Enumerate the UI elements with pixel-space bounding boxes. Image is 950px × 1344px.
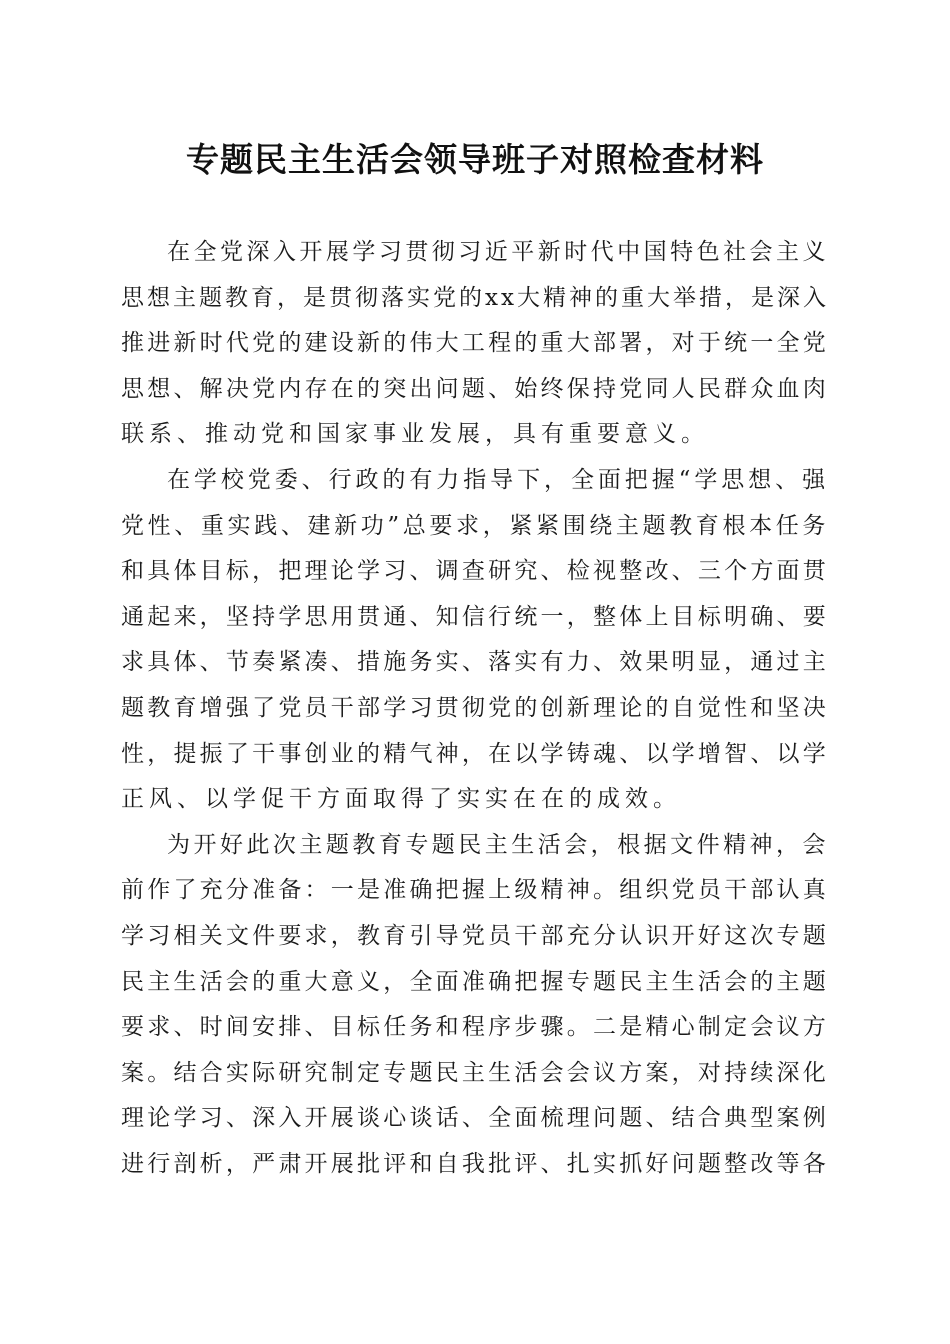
- text-line: 求具体、节奏紧凑、措施务实、落实有力、效果明显，通过主: [121, 649, 829, 676]
- text-line: 推进新时代党的建设新的伟大工程的重大部署，对于统一全党: [121, 330, 829, 357]
- text-line: 性，提振了干事创业的精气神，在以学铸魂、以学增智、以学: [121, 740, 829, 767]
- document-title: 专题民主生活会领导班子对照检查材料: [186, 140, 764, 179]
- text-line: 正风、以学促干方面取得了实实在在的成效。: [121, 786, 681, 813]
- text-line: 要求、时间安排、目标任务和程序步骤。二是精心制定会议方: [121, 1014, 829, 1041]
- text-line: 思想主题教育，是贯彻落实党的xx大精神的重大举措，是深入: [121, 284, 829, 311]
- text-line: 为开好此次主题教育专题民主生活会，根据文件精神，会: [167, 831, 829, 858]
- text-line: 在全党深入开展学习贯彻习近平新时代中国特色社会主义: [167, 239, 829, 265]
- text-line: 在学校党委、行政的有力指导下，全面把握“学思想、强: [167, 466, 829, 493]
- paragraph-1: [121, 230, 829, 458]
- text-line: 学习相关文件要求，教育引导党员干部充分认识开好这次专题: [121, 922, 829, 949]
- text-line: 题教育增强了党员干部学习贯彻党的创新理论的自觉性和坚决: [121, 694, 829, 721]
- text-line: 案。结合实际研究制定专题民主生活会会议方案，对持续深化: [121, 1059, 829, 1086]
- document-body: [121, 230, 829, 1187]
- text-line: 党性、重实践、建新功”总要求，紧紧围绕主题教育根本任务: [121, 512, 829, 539]
- text-line: 前作了充分准备：一是准确把握上级精神。组织党员干部认真: [121, 877, 829, 904]
- text-line: 通起来，坚持学思用贯通、知信行统一，整体上目标明确、要: [121, 603, 829, 630]
- text-line: 民主生活会的重大意义，全面准确把握专题民主生活会的主题: [121, 968, 829, 995]
- paragraph-3: [121, 823, 829, 1188]
- paragraph-2: [121, 458, 829, 823]
- text-line: 进行剖析，严肃开展批评和自我批评、扎实抓好问题整改等各: [121, 1150, 829, 1177]
- text-line: 和具体目标，把理论学习、调查研究、检视整改、三个方面贯: [121, 558, 829, 585]
- text-line: 联系、推动党和国家事业发展，具有重要意义。: [121, 421, 709, 448]
- text-line: 思想、解决党内存在的突出问题、始终保持党同人民群众血肉: [121, 375, 829, 402]
- text-line: 理论学习、深入开展谈心谈话、全面梳理问题、结合典型案例: [121, 1105, 829, 1132]
